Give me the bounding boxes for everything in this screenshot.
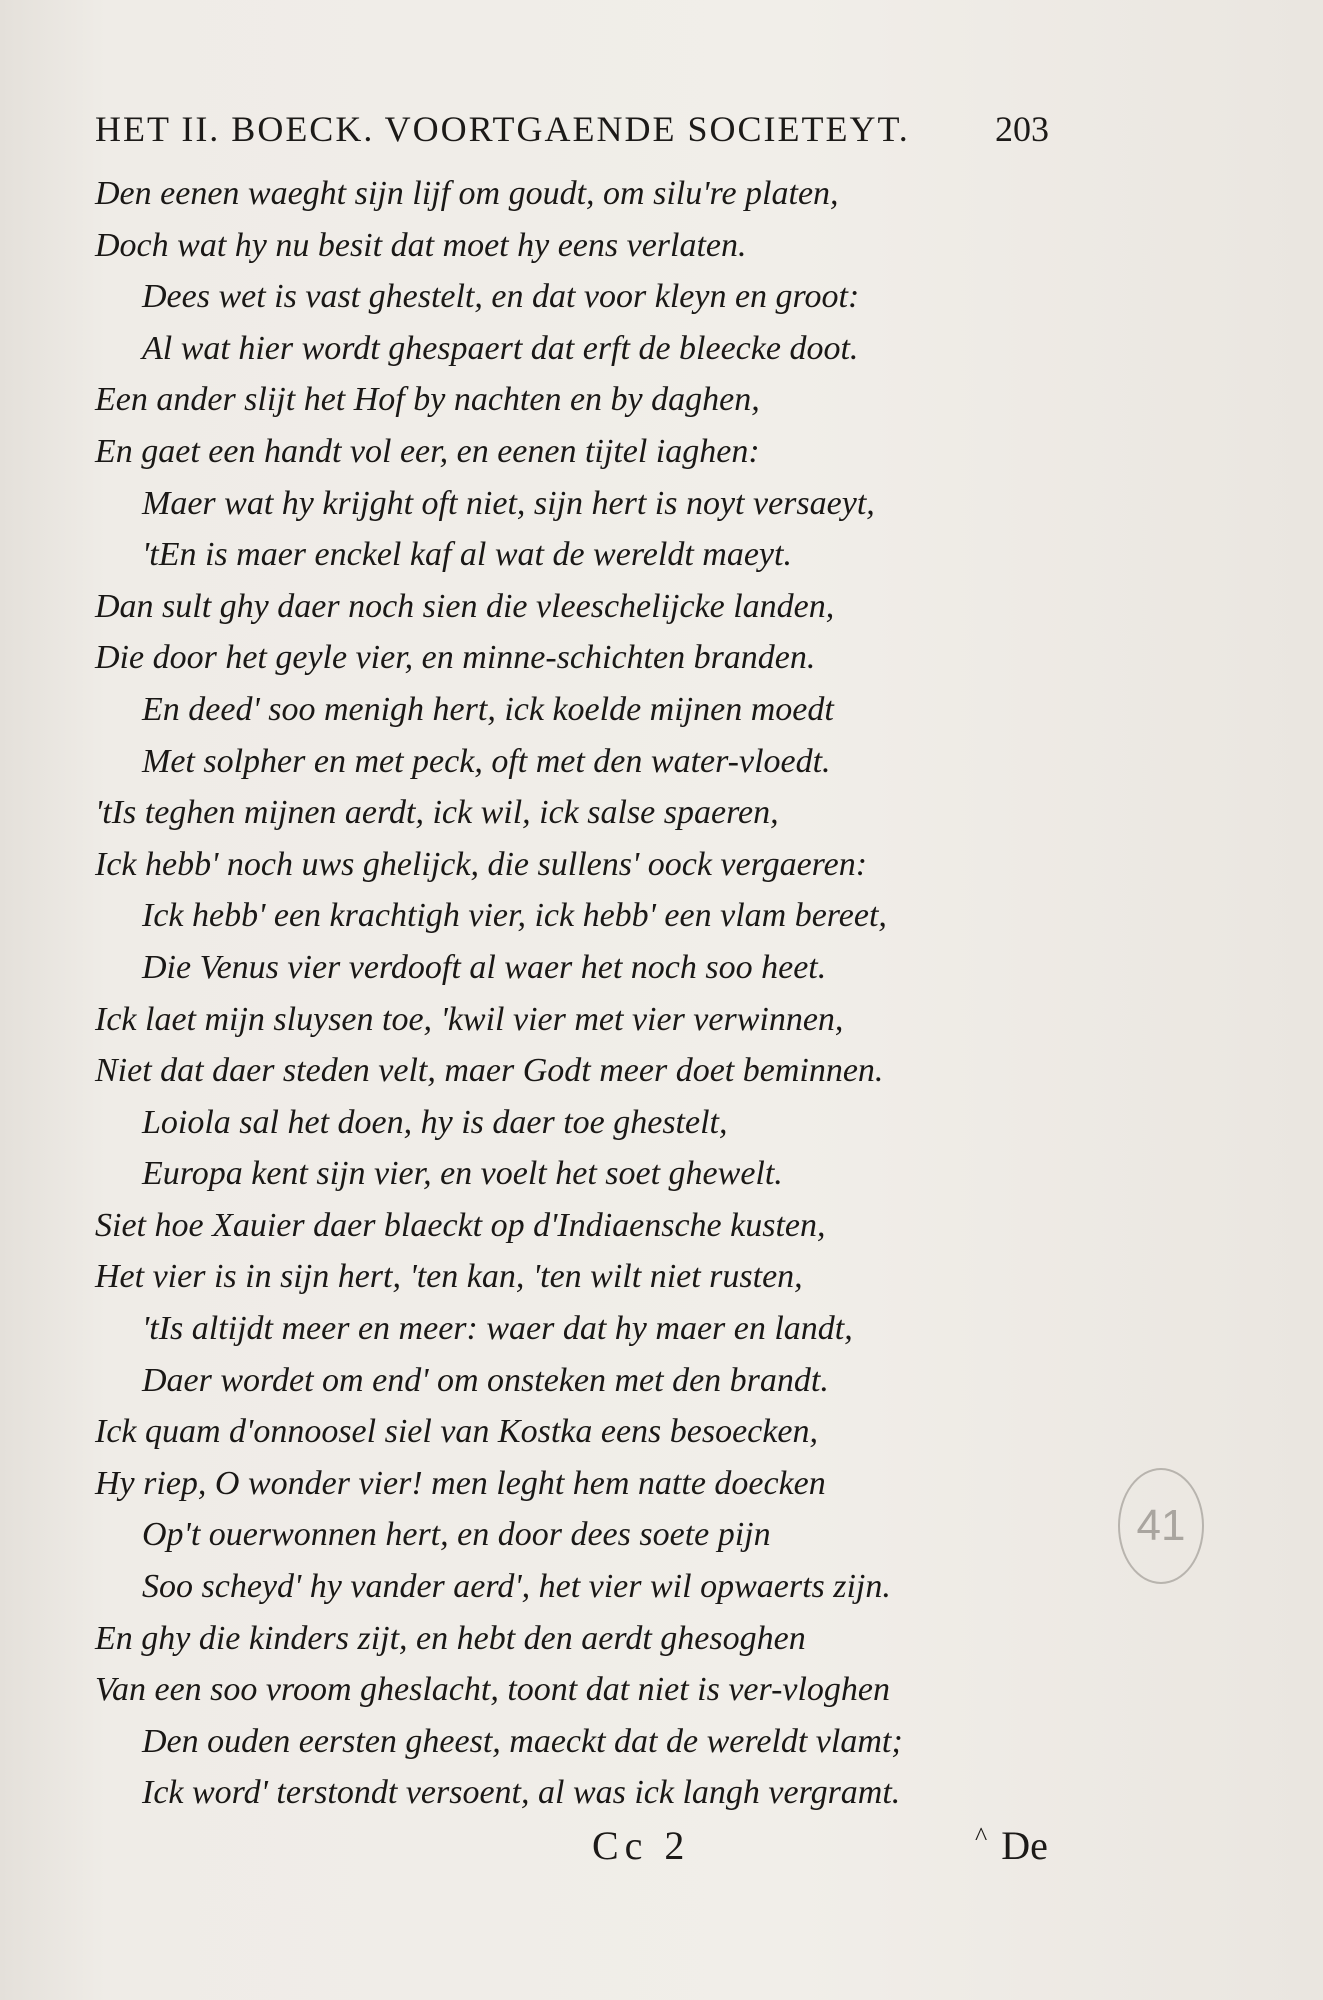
verse-line: Van een soo vroom gheslacht, toont dat niet is ver-vloghen — [95, 1671, 891, 1709]
poem-text — [95, 168, 1095, 1819]
verse-line: 'tIs altijdt meer en meer: waer dat hy maer en landt, — [142, 1310, 853, 1348]
verse-line: Ick laet mijn sluysen toe, 'kwil vier met vier verwinnen, — [95, 1000, 844, 1038]
verse-line: Op't ouerwonnen hert, en door dees soete pijn — [142, 1516, 771, 1554]
verse-line: Die Venus vier verdooft al waer het noch soo heet. — [142, 948, 827, 986]
caret-mark: ^ — [975, 1822, 988, 1851]
verse-line: Ick quam d'onnoosel siel van Kostka eens besoecken, — [95, 1413, 818, 1451]
verse-line: Europa kent sijn vier, en voelt het soet ghewelt. — [142, 1155, 783, 1193]
verse-line: Met solpher en met peck, oft met den water-vloedt. — [142, 742, 831, 780]
verse-line: Al wat hier wordt ghespaert dat erft de bleecke doot. — [142, 329, 859, 367]
verse-line: Daer wordet om end' om onsteken met den brandt. — [142, 1361, 829, 1399]
running-title: HET II. BOECK. VOORTGAENDE SOCIETEYT. — [95, 109, 910, 149]
verse-line: Maer wat hy krijght oft niet, sijn hert is noyt versaeyt, — [142, 484, 875, 522]
verse-line: Den ouden eersten gheest, maeckt dat de wereldt vlamt; — [142, 1722, 903, 1760]
verse-line: Hy riep, O wonder vier! men leght hem natte doecken — [95, 1464, 826, 1502]
verse-line: Ick hebb' noch uws ghelijck, die sullens' oock vergaeren: — [95, 845, 868, 883]
verse-line: Ick hebb' een krachtigh vier, ick hebb' een vlam bereet, — [142, 897, 887, 935]
verse-line: 'tEn is maer enckel kaf al wat de wereldt maeyt. — [142, 536, 792, 574]
verse-line: Het vier is in sijn hert, 'ten kan, 'ten wilt niet rusten, — [95, 1258, 803, 1296]
verse-line: Ick word' terstondt versoent, al was ick langh vergramt. — [142, 1774, 901, 1812]
page-number: 203 — [995, 109, 1049, 149]
verse-line: Een ander slijt het Hof by nachten en by daghen, — [95, 381, 760, 419]
verse-line: Siet hoe Xauier daer blaeckt op d'Indiaensche kusten, — [95, 1206, 826, 1244]
verse-line: En deed' soo menigh hert, ick koelde mijnen moedt — [142, 690, 834, 728]
catchword — [975, 1822, 1048, 1869]
verse-line: Dan sult ghy daer noch sien die vleeschelijcke landen, — [95, 587, 835, 625]
verse-line: En ghy die kinders zijt, en hebt den aerdt ghesoghen — [95, 1619, 806, 1657]
verse-line: Dees wet is vast ghestelt, en dat voor kleyn en groot: — [142, 278, 860, 316]
signature-mark: Cc 2 — [592, 1823, 691, 1868]
verse-line: Doch wat hy nu besit dat moet hy eens verlaten. — [95, 226, 747, 264]
verse-line: Die door het geyle vier, en minne-schichten branden. — [95, 639, 816, 677]
catchword-text: De — [1001, 1823, 1048, 1868]
verse-line: 'tIs teghen mijnen aerdt, ick wil, ick salse spaeren, — [95, 794, 779, 832]
verse-line: Den eenen waeght sijn lijf om goudt, om silu're platen, — [95, 175, 839, 212]
verse-line: Niet dat daer steden velt, maer Godt meer doet beminnen. — [95, 1052, 884, 1090]
running-header — [95, 108, 1055, 150]
pencil-folio-note: 41 — [1118, 1468, 1204, 1584]
verse-line: Loiola sal het doen, hy is daer toe ghestelt, — [142, 1103, 728, 1141]
verse-line: Soo scheyd' hy vander aerd', het vier wil opwaerts zijn. — [142, 1568, 891, 1606]
verse-line: En gaet een handt vol eer, en eenen tijtel iaghen: — [95, 432, 760, 470]
